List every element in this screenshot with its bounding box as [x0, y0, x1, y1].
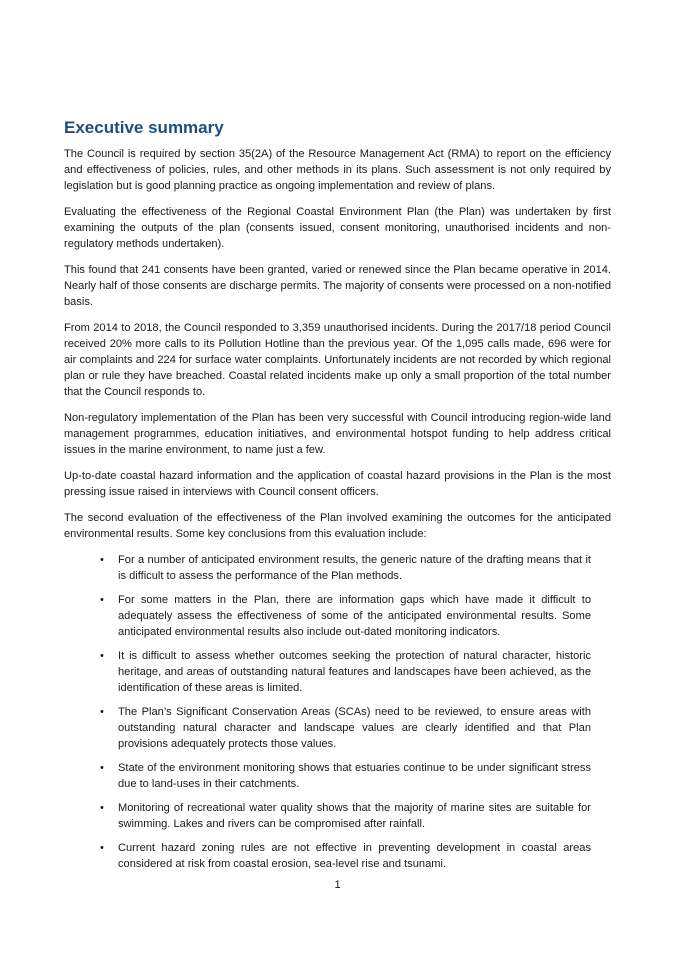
bullet-icon: • [100, 706, 104, 718]
bullet-icon: • [100, 594, 104, 606]
paragraph: Evaluating the effectiveness of the Regional Coastal Environment Plan (the Plan) was undertaken by first examining the outputs of the plan (consents issued, consent monitoring, unauthorised incidents and non-regulatory methods undertaken). [64, 206, 611, 250]
list-item [100, 552, 591, 584]
list-item [100, 760, 591, 792]
bullet-icon: • [100, 842, 104, 854]
document-body [64, 116, 611, 880]
list-item [100, 840, 591, 872]
list-item-text: Current hazard zoning rules are not effective in preventing development in coastal areas considered at risk from coastal erosion, sea-level rise and tsunami. [118, 842, 591, 870]
paragraph: From 2014 to 2018, the Council responded to 3,359 unauthorised incidents. During the 2017/18 period Council received 20% more calls to its Pollution Hotline than the previous year. Of the 1,095 calls made, 696 were for air complaints and 224 for surface water complaints. Unfortunately incidents are not recorded by which regional plan or rule they have breached. Coastal related incidents make up only a small proportion of the total number that the Council responds to. [64, 322, 611, 398]
list-item-text: It is difficult to assess whether outcomes seeking the protection of natural character, historic heritage, and areas of outstanding natural features and landscapes have been achieved, as the identification of these areas is limited. [118, 650, 591, 694]
list-item-text: For some matters in the Plan, there are information gaps which have made it difficult to adequately assess the effectiveness of some of the anticipated environmental results. Some anticipated environmental results also include out-dated monitoring indicators. [118, 594, 591, 638]
paragraph: Up-to-date coastal hazard information and the application of coastal hazard provisions in the Plan is the most pressing issue raised in interviews with Council consent officers. [64, 470, 611, 498]
bullet-icon: • [100, 554, 104, 566]
bullet-icon: • [100, 802, 104, 814]
bullet-icon: • [100, 762, 104, 774]
paragraph: The second evaluation of the effectiveness of the Plan involved examining the outcomes for the anticipated environmental results. Some key conclusions from this evaluation include: [64, 512, 611, 540]
list-item [100, 800, 591, 832]
list-item [100, 704, 591, 752]
list-item [100, 592, 591, 640]
list-item-text: State of the environment monitoring shows that estuaries continue to be under significant stress due to land-uses in their catchments. [118, 762, 591, 790]
list-item-text: For a number of anticipated environment results, the generic nature of the drafting means that it is difficult to assess the performance of the Plan methods. [118, 554, 591, 582]
list-item-text: Monitoring of recreational water quality shows that the majority of marine sites are suitable for swimming. Lakes and rivers can be compromised after rainfall. [118, 802, 591, 830]
paragraph: This found that 241 consents have been granted, varied or renewed since the Plan became operative in 2014. Nearly half of those consents are discharge permits. The majority of consents were processed on a non-notified basis. [64, 264, 611, 308]
paragraph: The Council is required by section 35(2A) of the Resource Management Act (RMA) to report on the efficiency and effectiveness of policies, rules, and other methods in its plans. Such assessment is not only required by legislation but is good planning practice as ongoing implementation and review of plans. [64, 148, 611, 192]
list-item [100, 648, 591, 696]
conclusions-list [64, 552, 611, 872]
page-number: 1 [334, 879, 341, 891]
bullet-icon: • [100, 650, 104, 662]
section-heading: Executive summary [64, 118, 224, 137]
list-item-text: The Plan’s Significant Conservation Areas (SCAs) need to be reviewed, to ensure areas with outstanding natural character and landscape values are clearly identified and that Plan provisions adequately protects those values. [118, 706, 591, 750]
paragraph: Non-regulatory implementation of the Plan has been very successful with Council introducing region-wide land management programmes, education initiatives, and environmental hotspot funding to help address critical issues in the marine environment, to name just a few. [64, 412, 611, 456]
